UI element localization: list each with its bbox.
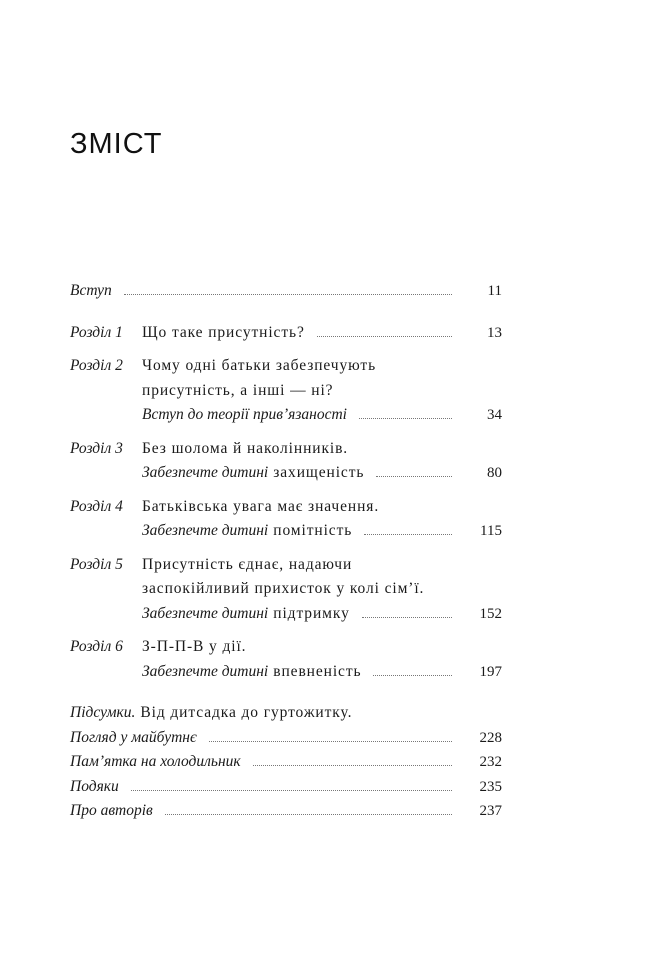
- chapter-subtitle-italic: Забезпечте дитині: [142, 522, 269, 539]
- summary-label: Підсумки.: [70, 704, 136, 721]
- chapter-title-line-1: Чому одні батьки забезпечують: [142, 357, 377, 374]
- page-number: 228: [479, 729, 502, 746]
- chapter-title: Батьківська увага має значення.: [142, 497, 380, 515]
- back-matter-title: Подяки: [70, 777, 119, 795]
- chapter-label: Розділ 4: [70, 497, 123, 515]
- page-number: 152: [479, 605, 502, 622]
- table-of-contents: [70, 279, 502, 824]
- chapter-subtitle-italic: Забезпечте дитині: [142, 662, 269, 680]
- chapter-title-line-1: Присутність єднає, надаючи: [142, 555, 353, 573]
- chapter-subtitle-rest: помітність: [273, 522, 353, 539]
- toc-intro-label: Вступ: [70, 282, 112, 299]
- chapter-subtitle-italic: Забезпечте дитині: [142, 604, 269, 622]
- chapter-subtitle-italic: Забезпечте дитині: [142, 464, 269, 481]
- toc-entry-chapter-3[interactable]: [70, 437, 502, 486]
- dot-leader: [359, 418, 452, 419]
- back-matter-title: Пам’ятка на холодильник: [70, 753, 241, 770]
- chapter-subtitle-rest: впевненість: [273, 662, 362, 680]
- chapter-label: Розділ 3: [70, 439, 123, 457]
- chapter-title-line-2: заспокійливий прихисток у колі сім’ї.: [142, 580, 425, 597]
- dot-leader: [131, 790, 452, 791]
- toc-entry-chapter-4[interactable]: [70, 495, 502, 544]
- chapter-label: Розділ 1: [70, 323, 123, 341]
- page-number: 80: [487, 465, 502, 481]
- chapter-title: Без шолома й наколінників.: [142, 439, 349, 457]
- chapter-label: Розділ 2: [70, 357, 123, 374]
- toc-entry-fridge-note[interactable]: [70, 750, 502, 775]
- chapter-subtitle: Вступ до теорії прив’язаності: [142, 406, 347, 423]
- page-number: 197: [479, 663, 502, 680]
- dot-leader: [124, 294, 452, 295]
- chapter-title: З-П-П-В у дії.: [142, 638, 247, 655]
- toc-entry-chapter-6[interactable]: [70, 635, 502, 684]
- toc-entry-chapter-2[interactable]: [70, 354, 502, 428]
- toc-entry-chapter-1[interactable]: [70, 321, 502, 346]
- dot-leader: [373, 675, 452, 676]
- page-number: 235: [479, 778, 502, 795]
- back-matter-title: Про авторів: [70, 802, 153, 819]
- toc-entry-intro[interactable]: [70, 279, 502, 304]
- summary-title: Від дитсадка до гуртожитку.: [140, 704, 353, 721]
- chapter-subtitle-rest: підтримку: [273, 604, 350, 622]
- dot-leader: [376, 476, 452, 477]
- dot-leader: [253, 765, 452, 766]
- page-title: ЗМІСТ: [70, 128, 163, 160]
- page-number: 11: [487, 283, 502, 299]
- dot-leader: [165, 814, 452, 815]
- chapter-subtitle-rest: захищеність: [273, 464, 365, 481]
- page-number: 115: [480, 523, 502, 539]
- summary-subtitle: Погляд у майбутнє: [70, 728, 197, 746]
- page-number: 13: [487, 324, 502, 341]
- page-number: 237: [479, 803, 502, 819]
- page-number: 232: [479, 754, 502, 770]
- chapter-label: Розділ 6: [70, 638, 123, 655]
- dot-leader: [364, 534, 452, 535]
- toc-entry-acknowledgements[interactable]: [70, 775, 502, 800]
- toc-entry-about-authors[interactable]: [70, 799, 502, 824]
- page-number: 34: [487, 407, 502, 423]
- chapter-title-line-2: присутність, а інші — ні?: [142, 381, 334, 399]
- chapter-label: Розділ 5: [70, 555, 123, 573]
- dot-leader: [209, 741, 452, 742]
- toc-entry-chapter-5[interactable]: [70, 553, 502, 627]
- chapter-title: Що таке присутність?: [142, 323, 305, 341]
- dot-leader: [317, 336, 452, 337]
- dot-leader: [362, 617, 452, 618]
- toc-entry-summary[interactable]: [70, 701, 502, 750]
